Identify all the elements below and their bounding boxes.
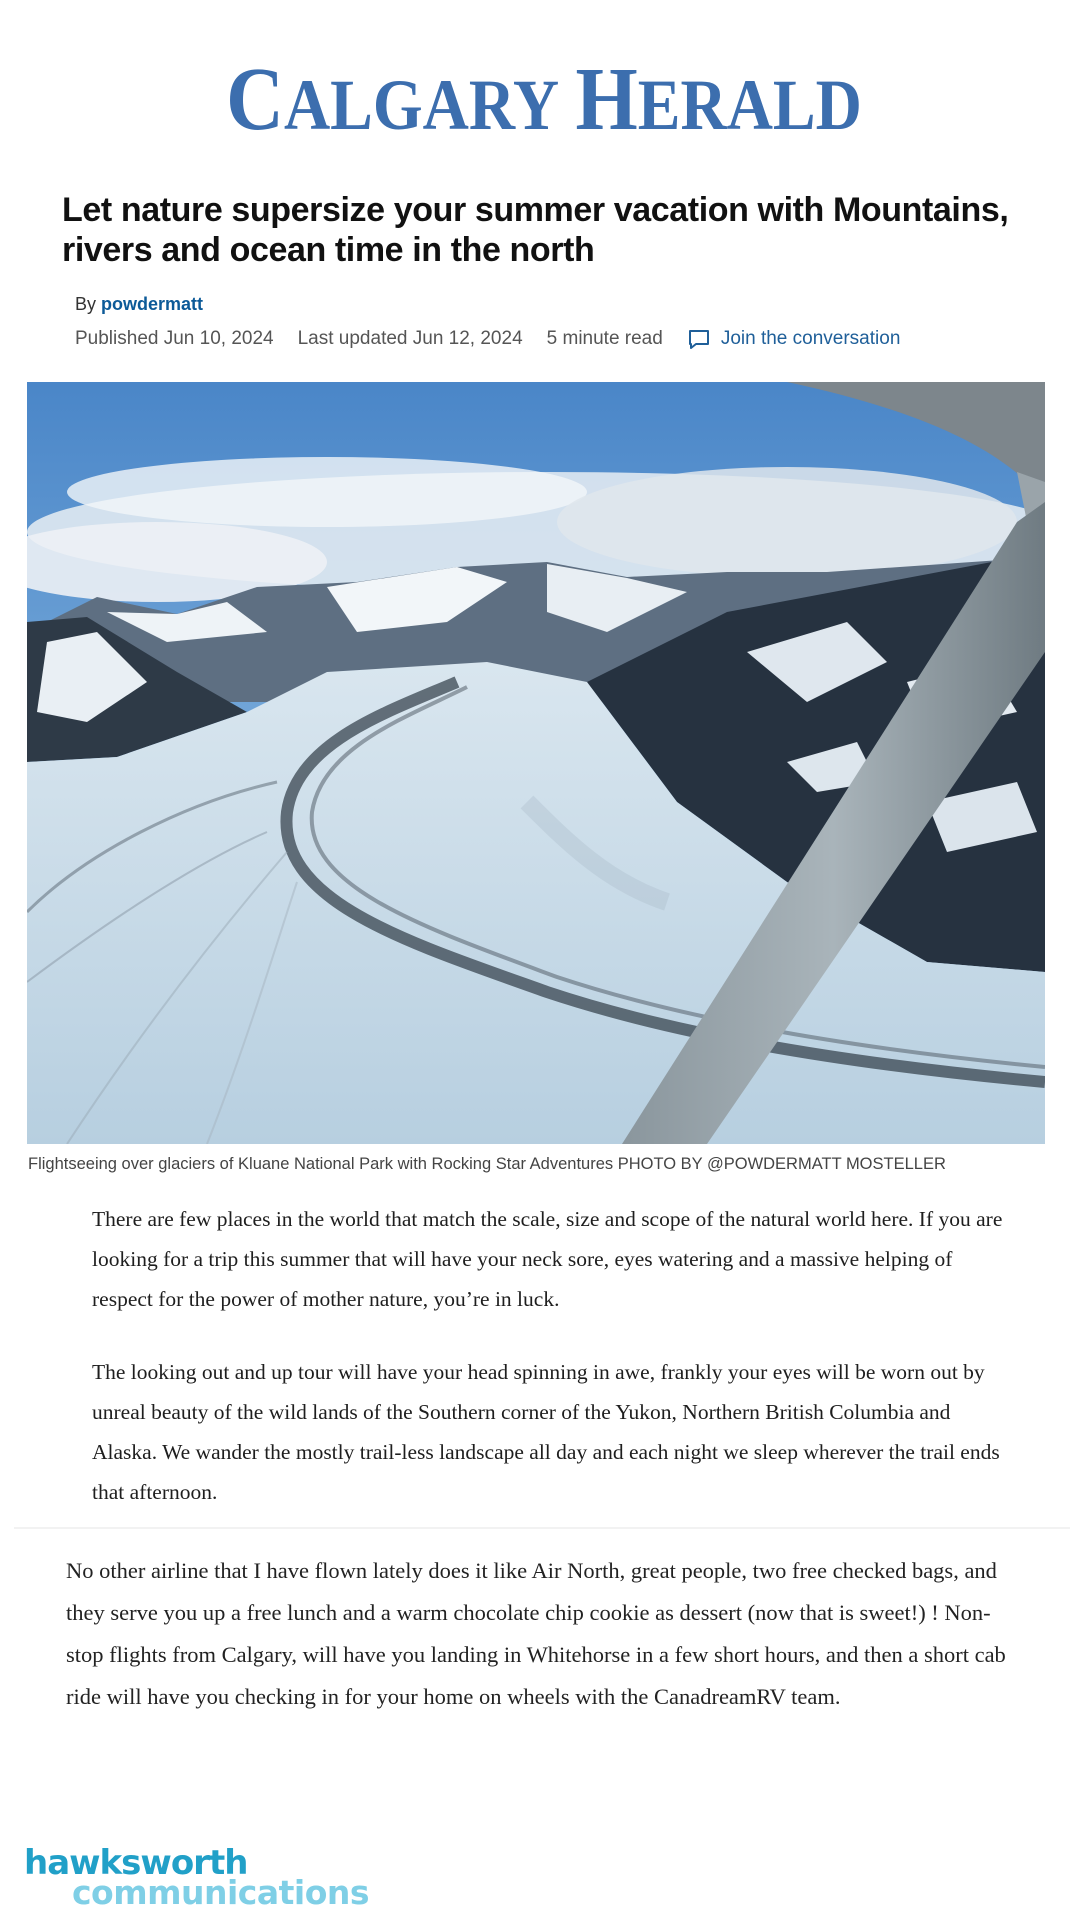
read-time: 5 minute read [546,328,663,349]
masthead-word-2: ERALD [637,64,862,145]
article-meta [75,327,1035,351]
published-date: Published Jun 10, 2024 [75,328,274,349]
comment-icon [687,327,711,351]
masthead-initial-2: H [575,50,638,149]
article-paragraph-3: No other airline that I have flown lately does it like Air North, great people, two free checked bags, and they serve you up a free lunch and a warm chocolate chip cookie as dessert (now that is sweet!) ! Non-stop flights from Calgary, will have you landing in Whitehorse in a few short hours, and then a short cab ride will have you checking in for your home on wheels with the CanadreamRV team. [66,1558,1006,1709]
logo-line-1: hawksworth [24,1843,248,1883]
masthead-initial-1: C [226,50,284,149]
article-paragraph-2: The looking out and up tour will have your head spinning in awe, frankly your eyes will be worn out by unreal beauty of the wild lands of the Southern corner of the Yukon, Northern British Columbia and Alaska. We wander the mostly trail-less landscape all day and each night we sleep wherever the trail ends that afternoon. [92,1360,1000,1504]
join-conversation-link[interactable] [687,327,925,351]
masthead-logo[interactable] [0,50,1088,149]
updated-date: Last updated Jun 12, 2024 [297,328,523,349]
masthead-word-1: ALGARY [283,64,560,145]
byline-prefix: By [75,294,97,314]
author-link[interactable]: powdermatt [101,294,204,314]
article-paragraph-1: There are few places in the world that match the scale, size and scope of the natural world here. If you are looking for a trip this summer that will have your neck sore, eyes watering and a massive helping of respect for the power of mother nature, you’re in luck. [92,1207,1003,1311]
hawksworth-communications-logo [24,1843,370,1912]
hero-photo-glacier [27,382,1045,1144]
join-conversation-label: Join the conversation [720,328,901,349]
section-divider [14,1527,1070,1529]
article-headline: Let nature supersize your summer vacation with Mountains, rivers and ocean time in the north [62,191,1009,269]
logo-line-2: communications [72,1873,370,1912]
photo-caption: Flightseeing over glaciers of Kluane National Park with Rocking Star Adventures PHOTO BY @POWDERMATT MOSTELLER [28,1155,946,1173]
byline [75,294,203,315]
